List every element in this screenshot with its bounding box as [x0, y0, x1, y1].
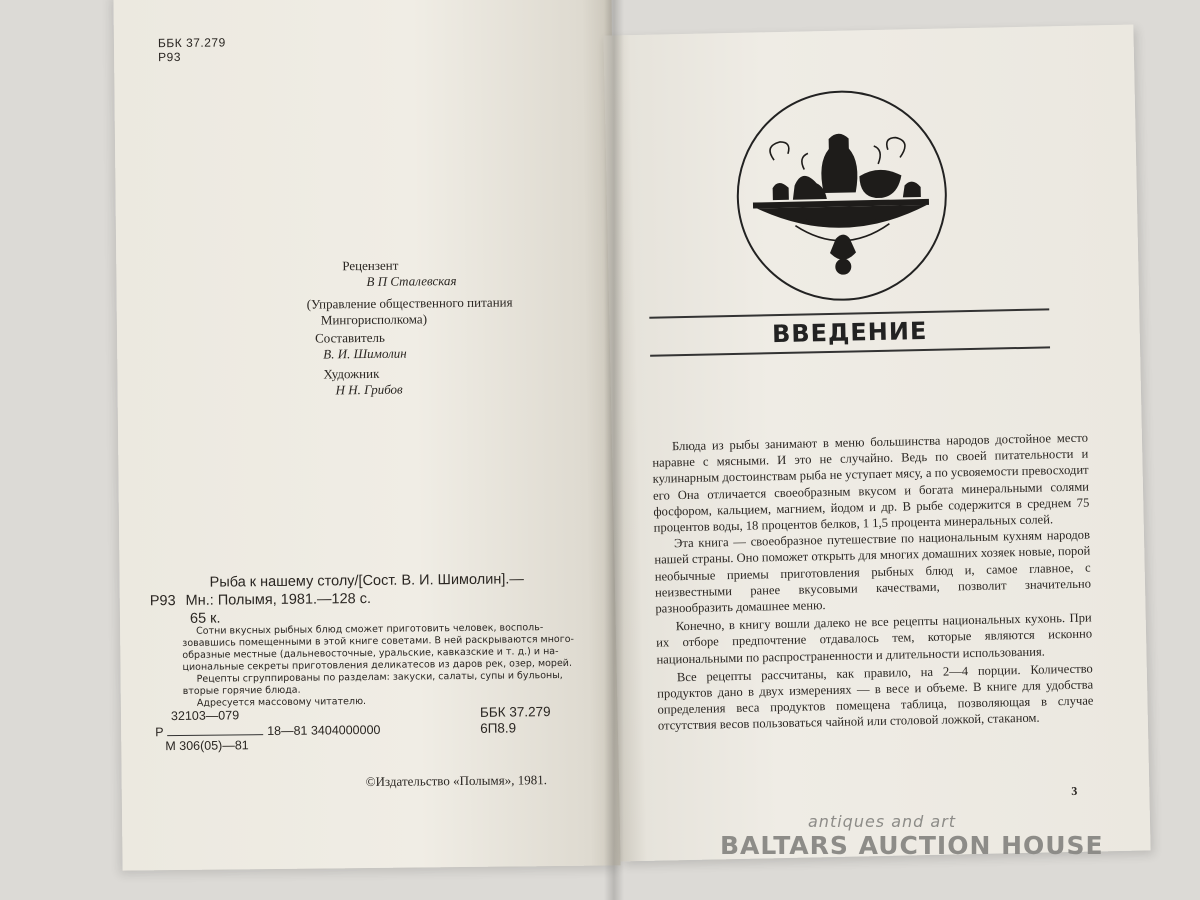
paragraph-1: Блюда из рыбы занимают в меню большинства народов достойное место наравне с мясными. И это не случайно. Ведь по своей питательности и кулинарным достоинствам рыба не уступает мясу, а по усвояемости превосходит его Она отличается своеобразным вкусом и богата минеральными солями фосфором, кальцием, магнием, йодом и др. В рыбе содержится в среднем 75 процентов воды, 18 процентов белков, 1 1,5 процента минеральных солей. [652, 430, 1090, 535]
catalog-title: Рыба к нашему столу/[Сост. В. И. Шимолин].— [209, 571, 524, 591]
code-3: 18—81 3404000000 [267, 722, 381, 739]
annotation-line: Рецепты сгруппированы по разделам: закуски, салаты, супы и бульоны, [196, 669, 563, 685]
annotation-line: вторые горячие блюда. [182, 684, 301, 697]
copyright: ©Издательство «Полымя», 1981. [365, 772, 547, 790]
catalog-code: Р93 [149, 593, 176, 610]
paragraph-3: Конечно, в книгу вошли далеко не все рецепты национальных кухонь. При их отборе предпочтение отдавалось тем, которые являются исконно национальными по распространенности и длительности использования. [655, 610, 1093, 667]
ornament-illustration [733, 86, 951, 304]
watermark-brand: BALTARS AUCTION HOUSE [720, 831, 1104, 860]
right-page [603, 25, 1150, 862]
intro-text [652, 430, 1094, 735]
credits-block [306, 255, 607, 398]
catalog-publisher: Мн.: Полымя, 1981.—128 с. [185, 590, 372, 609]
classification-block [158, 35, 226, 64]
artist-label: Художник [323, 365, 380, 382]
code-2: Р [155, 725, 164, 740]
artist-name: Н Н. Грибов [335, 381, 403, 398]
bbk-code: ББК 37.279 [157, 35, 226, 51]
compiler-name: В. И. Шимолин [323, 345, 407, 362]
annotation-block [182, 621, 613, 709]
annotation-line: образные местные (дальневосточные, уральские, кавказские и т. д.) и на- [182, 646, 559, 661]
annotation-line: Адресуется массовому читателю. [196, 696, 367, 709]
chapter-heading [649, 308, 1050, 356]
codes-block [155, 703, 615, 752]
catalog-price: 65 к. [189, 610, 221, 627]
annotation-line: Сотни вкусных рыбных блюд сможет приготовить человек, восполь- [196, 622, 544, 637]
code-5: ББК 37.279 [479, 704, 551, 720]
code-1: 32103—079 [170, 708, 240, 724]
watermark-tagline: antiques and art [808, 812, 957, 831]
reviewer-name: В П Сталевская [366, 273, 457, 289]
code-4: М 306(05)—81 [165, 738, 249, 754]
paragraph-4: Все рецепты рассчитаны, как правило, на 2—4 порции. Количество продуктов дано в двух измерениях — в весе и объеме. В книге для удобства определения веса продуктов помещена таблица, позволяющая в случае отсутствия весов пользоваться чайной или столовой ложкой, стаканом. [657, 661, 1094, 734]
left-page [113, 0, 620, 871]
annotation-line: циональные секреты приготовления деликатесов из даров рек, озер, морей. [182, 657, 573, 673]
annotation-line: зовавшись помещенными в этой книге советами. В ней раскрываются много- [182, 633, 575, 649]
compiler-label: Составитель [314, 329, 385, 346]
chapter-title: ВВЕДЕНИЕ [771, 316, 928, 349]
paragraph-2: Эта книга — своеобразное путешествие по национальным кухням народов нашей страны. Оно поможет открыть для многих домашних хозяек новые, порой необычные приемы приготовления рыбных блюд и, самое главное, с неизвестными ранее вкусовыми качествами, позволит значительно разнообразить домашнее меню. [654, 527, 1092, 616]
reviewer-label: Рецензент [342, 257, 399, 274]
page-number: 3 [1071, 783, 1078, 799]
book-gutter [604, 0, 624, 900]
fraction-line [167, 734, 263, 736]
watermark [720, 812, 1120, 860]
author-mark: Р93 [158, 49, 182, 65]
org-line-2: Мингорисполкома) [320, 311, 428, 328]
org-line-1: (Управление общественного питания [306, 294, 513, 312]
code-6: 6П8.9 [480, 720, 517, 736]
catalog-card [150, 569, 611, 628]
